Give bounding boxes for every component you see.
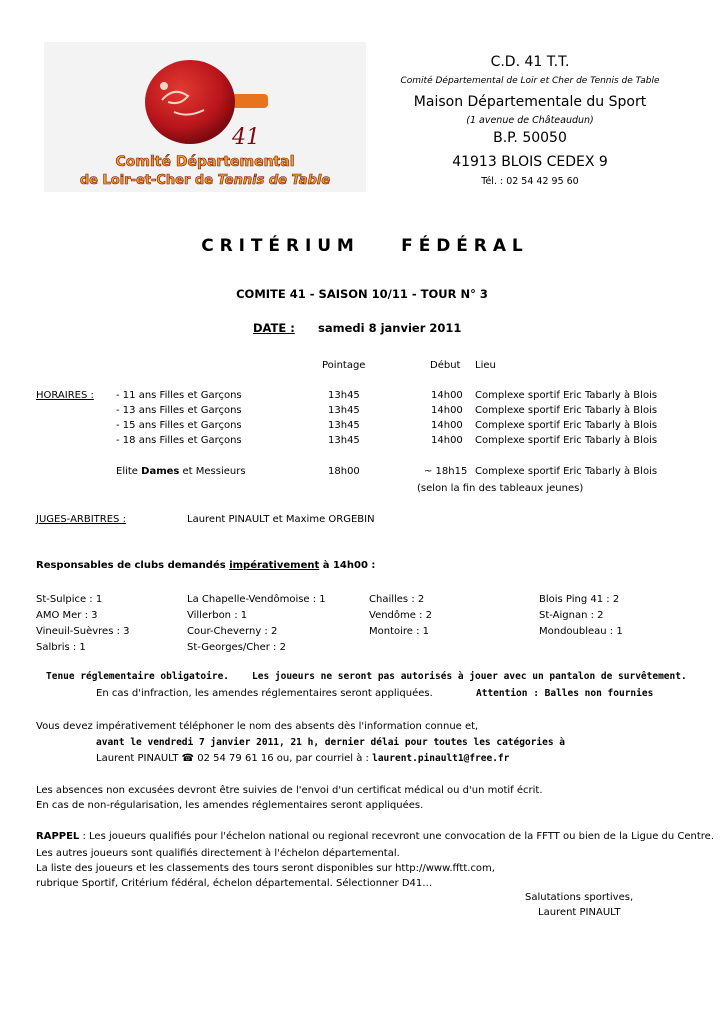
logo-line-1: Comité Départemental bbox=[115, 154, 295, 170]
logo-number: 41 bbox=[232, 125, 260, 150]
row-pointage: 13h45 bbox=[328, 420, 360, 431]
club-item: Chailles : 2 bbox=[369, 594, 425, 605]
date-label: DATE : bbox=[253, 321, 295, 335]
header-debut: Début bbox=[430, 360, 461, 371]
row-lieu: Complexe sportif Eric Tabarly à Blois bbox=[475, 435, 658, 446]
rule-tenue: Tenue réglementaire obligatoire. bbox=[46, 671, 230, 682]
row-category: Elite Dames et Messieurs bbox=[116, 466, 246, 477]
club-item: St-Aignan : 2 bbox=[539, 610, 604, 621]
club-item: AMO Mer : 3 bbox=[36, 610, 98, 621]
rule-joueurs: Les joueurs ne seront pas autorisés à jouer avec un pantalon de survêtement. bbox=[252, 671, 687, 682]
row-debut: 14h00 bbox=[431, 405, 463, 416]
row-debut: ~ 18h15 bbox=[424, 466, 468, 477]
rule-infraction: En cas d'infraction, les amendes réglementaires seront appliquées. bbox=[96, 688, 433, 699]
header-pointage: Pointage bbox=[322, 360, 366, 371]
excuse-line-2: En cas de non-régularisation, les amendes réglementaires seront appliquées. bbox=[36, 800, 424, 811]
club-item: Mondoubleau : 1 bbox=[539, 626, 623, 637]
page-title: C R I T É R I U M F É D É R A L bbox=[201, 236, 523, 256]
judges-names: Laurent PINAULT et Maxime ORGEBIN bbox=[187, 514, 375, 525]
club-item: St-Georges/Cher : 2 bbox=[187, 642, 286, 653]
club-item: Salbris : 1 bbox=[36, 642, 86, 653]
row-pointage: 13h45 bbox=[328, 405, 360, 416]
header-bp: B.P. 50050 bbox=[493, 130, 567, 146]
club-item: La Chapelle-Vendômoise : 1 bbox=[187, 594, 326, 605]
row-debut: 14h00 bbox=[431, 390, 463, 401]
club-item: Montoire : 1 bbox=[369, 626, 430, 637]
committee-logo bbox=[44, 42, 366, 192]
absence-line-1: Vous devez impérativement téléphoner le nom des absents dès l'information connue et, bbox=[36, 721, 479, 732]
paddle-blade bbox=[145, 60, 235, 144]
absence-line-2: avant le vendredi 7 janvier 2011, 21 h, dernier délai pour toutes les catégories à bbox=[96, 737, 565, 748]
header-org: C.D. 41 T.T. bbox=[490, 54, 570, 70]
club-item: Vineuil-Suèvres : 3 bbox=[36, 626, 130, 637]
absence-line-3: Laurent PINAULT ☎ 02 54 79 61 16 ou, par courriel à : laurent.pinault1@free.fr bbox=[96, 753, 510, 764]
header-house: Maison Départementale du Sport bbox=[413, 94, 647, 110]
date-value: samedi 8 janvier 2011 bbox=[318, 321, 462, 335]
logo-line-2: de Loir-et-Cher de Tennis de Table bbox=[79, 173, 331, 188]
row-debut: 14h00 bbox=[431, 420, 463, 431]
signature-name: Laurent PINAULT bbox=[538, 907, 621, 918]
row-category: - 15 ans Filles et Garçons bbox=[116, 420, 242, 431]
paddle-handle bbox=[230, 94, 268, 108]
row-lieu: Complexe sportif Eric Tabarly à Blois bbox=[475, 420, 658, 431]
row-pointage: 18h00 bbox=[328, 466, 360, 477]
club-item: Blois Ping 41 : 2 bbox=[539, 594, 620, 605]
rappel-line-3: La liste des joueurs et les classements des tours seront disponibles sur http://www.fftt.com, bbox=[36, 863, 495, 874]
header-org-full: Comité Départemental de Loir et Cher de Tennis de Table bbox=[400, 76, 660, 86]
club-item: Cour-Cheverny : 2 bbox=[187, 626, 278, 637]
club-item: Villerbon : 1 bbox=[187, 610, 248, 621]
horaires-label: HORAIRES : bbox=[36, 390, 94, 401]
row-lieu: Complexe sportif Eric Tabarly à Blois bbox=[475, 390, 658, 401]
contact-email: laurent.pinault1@free.fr bbox=[372, 753, 510, 764]
row-lieu: Complexe sportif Eric Tabarly à Blois bbox=[475, 466, 658, 477]
rappel-line-1: RAPPEL : Les joueurs qualifiés pour l'échelon national ou regional recevront une convocation de la FFTT ou bien de la Ligue du Centre. bbox=[36, 831, 715, 842]
header-tel: Tél. : 02 54 42 95 60 bbox=[481, 176, 579, 187]
rule-balles: Attention : Balles non fournies bbox=[476, 688, 654, 699]
elite-note: (selon la fin des tableaux jeunes) bbox=[417, 483, 584, 494]
paddle-logo-icon bbox=[44, 42, 366, 192]
header-lieu: Lieu bbox=[475, 360, 496, 371]
header-street: (1 avenue de Châteaudun) bbox=[466, 115, 594, 126]
row-category: - 18 ans Filles et Garçons bbox=[116, 435, 242, 446]
row-category: - 11 ans Filles et Garçons bbox=[116, 390, 242, 401]
header-city: 41913 BLOIS CEDEX 9 bbox=[452, 154, 608, 170]
rappel-line-4: rubrique Sportif, Critérium fédéral, échelon départemental. Sélectionner D41… bbox=[36, 878, 433, 889]
row-debut: 14h00 bbox=[431, 435, 463, 446]
row-category: - 13 ans Filles et Garçons bbox=[116, 405, 242, 416]
subtitle: COMITE 41 - SAISON 10/11 - TOUR N° 3 bbox=[236, 287, 488, 301]
club-item: Vendôme : 2 bbox=[369, 610, 433, 621]
excuse-line-1: Les absences non excusées devront être suivies de l'envoi d'un certificat médical ou d'un motif écrit. bbox=[36, 785, 543, 796]
judges-label: JUGES-ARBITRES : bbox=[36, 514, 126, 525]
signature-greeting: Salutations sportives, bbox=[525, 892, 634, 903]
row-lieu: Complexe sportif Eric Tabarly à Blois bbox=[475, 405, 658, 416]
rappel-line-2: Les autres joueurs sont qualifiés directement à l'échelon départemental. bbox=[36, 848, 400, 859]
club-item: St-Sulpice : 1 bbox=[36, 594, 103, 605]
clubs-intro: Responsables de clubs demandés impérativement à 14h00 : bbox=[36, 560, 376, 571]
row-pointage: 13h45 bbox=[328, 435, 360, 446]
row-pointage: 13h45 bbox=[328, 390, 360, 401]
